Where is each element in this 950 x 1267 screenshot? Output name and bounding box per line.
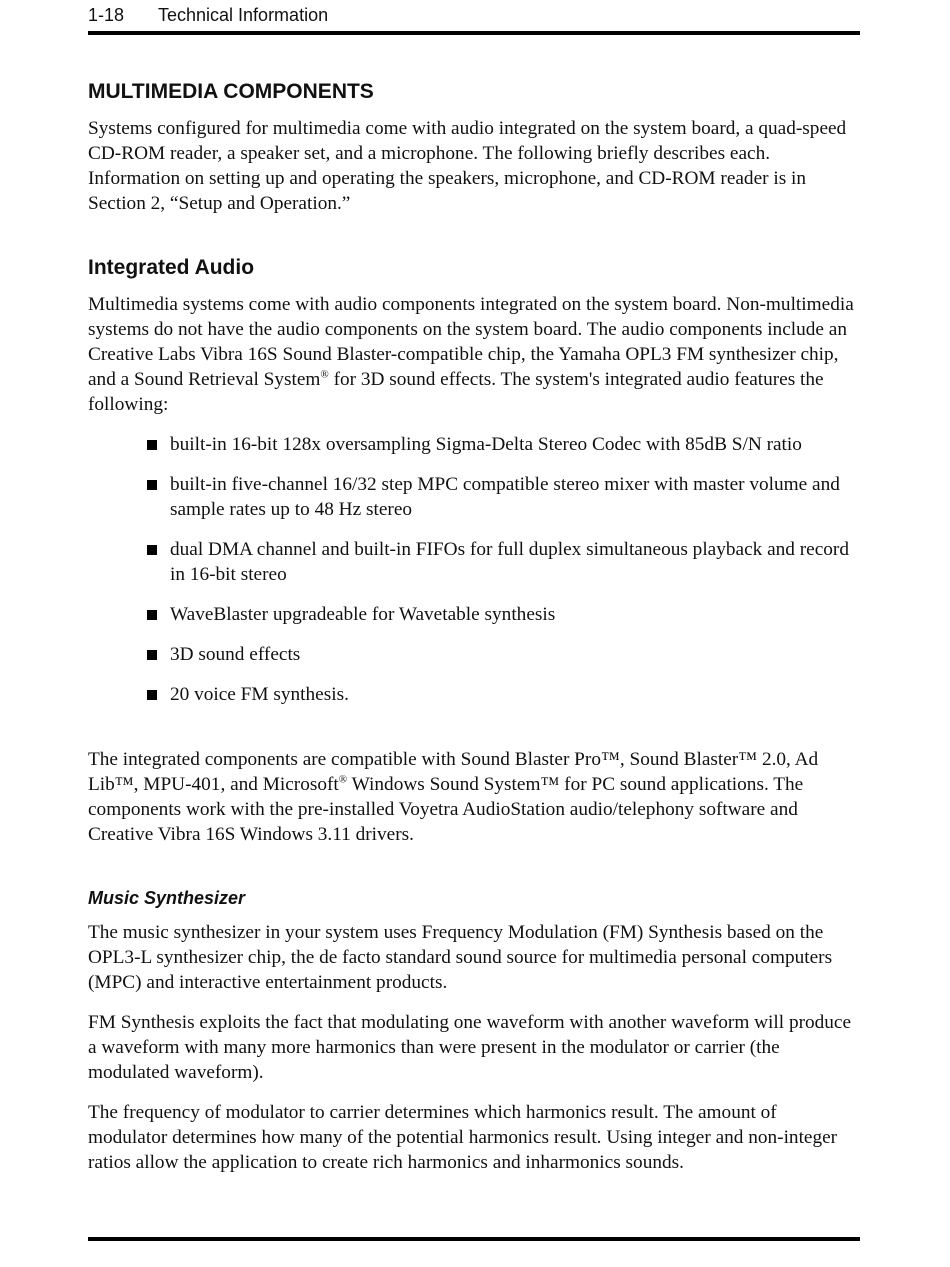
square-bullet-icon (147, 610, 157, 620)
list-item (88, 537, 860, 587)
list-item (88, 602, 860, 627)
registered-mark: ® (320, 368, 329, 381)
music-synth-paragraph-2: FM Synthesis exploits the fact that modulating one waveform with another waveform will produce a waveform with many more harmonics than were present in the modulator or carrier (the modulated waveform). (88, 1012, 852, 1083)
page-number: 1-18 (88, 5, 125, 25)
square-bullet-icon (147, 545, 157, 555)
compatibility-text-a: The integrated components are compatible with Sound Blaster Pro™, Sound Blaster™ 2.0, Ad Lib™, MPU-401, and Microsoft (88, 749, 819, 795)
list-item (88, 432, 860, 457)
square-bullet-icon (147, 690, 157, 700)
section-heading-multimedia: MULTIMEDIA COMPONENTS (88, 80, 374, 103)
subsection-heading-integrated-audio: Integrated Audio (88, 256, 255, 279)
integrated-audio-text-a: Multimedia systems come with audio components integrated on the system board. Non-multimedia systems do not have the audio components on the system board. The audio components include an Creative Labs Vibra 16S Sound Blaster-compatible chip, the Yamaha OPL3 FM synthesizer chip, and a Sound Retrieval System (88, 294, 854, 390)
running-header (88, 0, 860, 30)
compatibility-paragraph (88, 747, 860, 847)
list-item-text: 20 voice FM synthesis. (170, 684, 349, 705)
square-bullet-icon (147, 650, 157, 660)
footer-rule (88, 1237, 860, 1241)
music-synth-paragraph-1: The music synthesizer in your system uses Frequency Modulation (FM) Synthesis based on the OPL3-L synthesizer chip, the de facto standard sound source for multimedia personal computers (MPC) and interactive entertainment products. (88, 922, 833, 993)
integrated-audio-paragraph (88, 292, 860, 417)
running-title: Technical Information (158, 5, 329, 25)
list-item (88, 642, 860, 667)
list-item-text: 3D sound effects (170, 644, 301, 665)
subsection-heading-music-synthesizer: Music Synthesizer (88, 888, 246, 908)
audio-features-list (88, 432, 860, 707)
list-item (88, 472, 860, 522)
list-item (88, 682, 860, 707)
integrated-audio-text-b: for 3D sound effects. The system's integrated audio features the following: (88, 369, 824, 415)
list-item-text: WaveBlaster upgradeable for Wavetable synthesis (170, 604, 556, 625)
registered-mark: ® (338, 773, 348, 786)
page-content (88, 78, 860, 1190)
square-bullet-icon (147, 480, 157, 490)
list-item-text: dual DMA channel and built-in FIFOs for full duplex simultaneous playback and record in 16-bit stereo (170, 539, 849, 585)
music-synth-paragraph-3: The frequency of modulator to carrier determines which harmonics result. The amount of modulator determines how many of the potential harmonics result. Using integer and non-integer ratios allow the application to create rich harmonics and inharmonics sounds. (88, 1102, 838, 1173)
list-item-text: built-in five-channel 16/32 step MPC compatible stereo mixer with master volume and sample rates up to 48 Hz stereo (170, 474, 840, 520)
header-rule (88, 31, 860, 35)
page (88, 0, 860, 30)
list-item-text: built-in 16-bit 128x oversampling Sigma-Delta Stereo Codec with 85dB S/N ratio (170, 434, 802, 455)
compatibility-text-b: Windows Sound System™ for PC sound applications. The components work with the pre-installed Voyetra AudioStation audio/telephony software and Creative Vibra 16S Windows 3.11 drivers. (88, 774, 804, 845)
square-bullet-icon (147, 440, 157, 450)
multimedia-intro-paragraph: Systems configured for multimedia come with audio integrated on the system board, a quad-speed CD-ROM reader, a speaker set, and a microphone. The following briefly describes each. Information on setting up and operating the speakers, microphone, and CD-ROM reader is in Section 2, “Setup and Operation.” (88, 118, 847, 214)
